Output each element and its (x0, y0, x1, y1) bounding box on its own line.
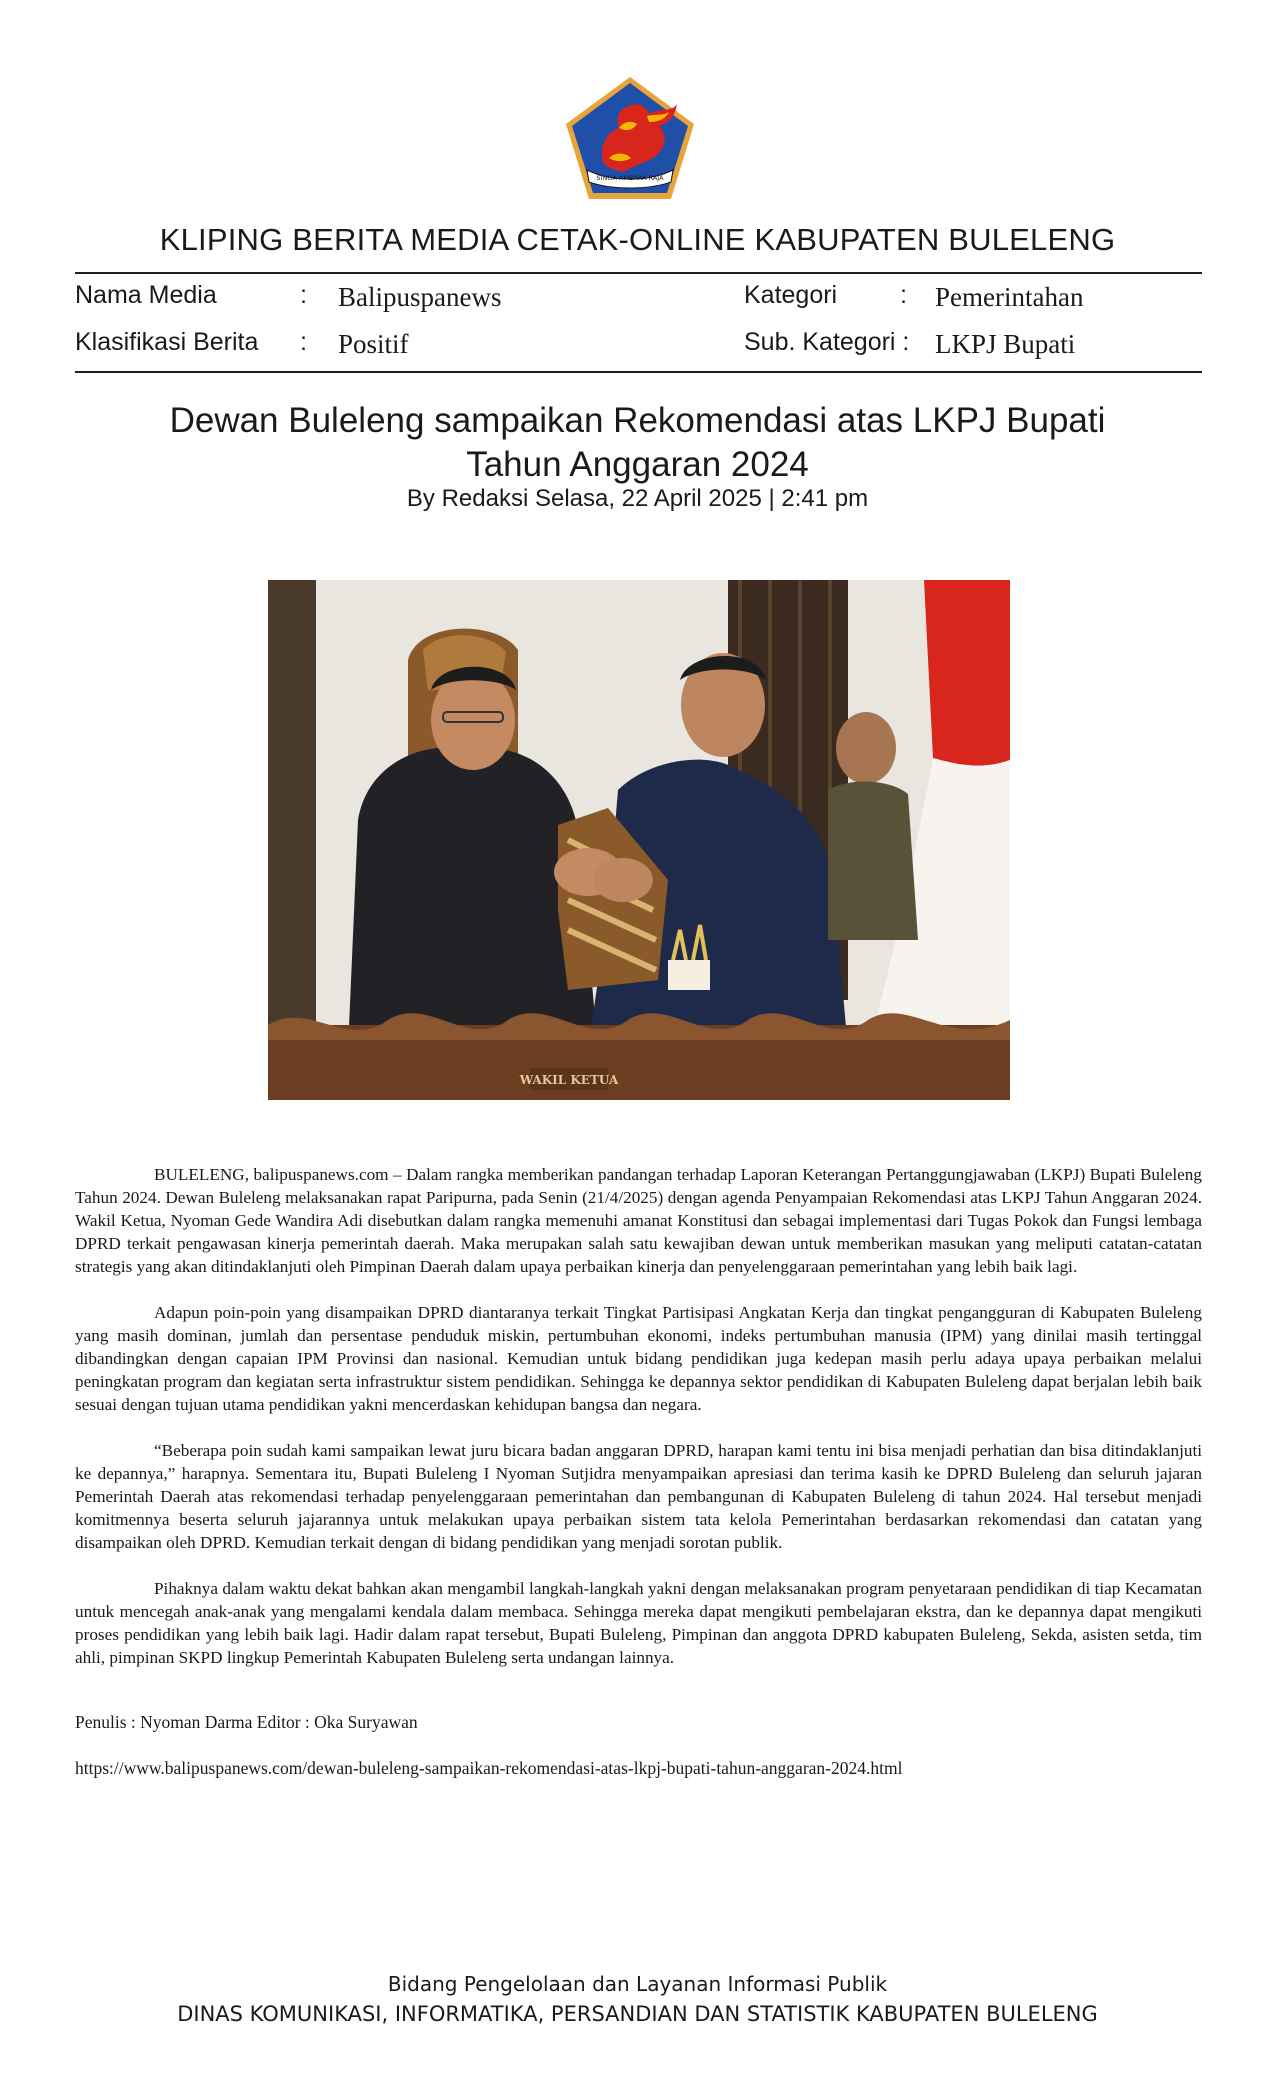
handshake-photo (268, 580, 1010, 1100)
source-url: https://www.balipuspanews.com/dewan-buleleng-sampaikan-rekomendasi-atas-lkpj-bupati-tahun-anggaran-2024.html (75, 1758, 903, 1778)
headline-line-1: Dewan Buleleng sampaikan Rekomendasi atas LKPJ Bupati (169, 401, 1106, 440)
paragraph-2: Adapun poin-poin yang disampaikan DPRD diantaranya terkait Tingkat Partisipasi Angkatan Kerja dan tingkat pengangguran di Kabupaten Buleleng yang masih dominan, jumlah dan persentase penduduk miskin, pertumbuhan ekonomi, indeks pertumbuhan manusia (IPM) yang dinilai masih tertinggal dibandingkan dengan capaian IPM Provinsi dan nasional. Kemudian untuk bidang pendidikan juga kedepan masih perlu adaya upaya perbaikan melalui peningkatan program dan kegiatan serta infrastruktur sistem pendidikan. Sehingga ke depannya sektor pendidikan di Kabupaten Buleleng dapat berjalan lebih baik sesuai dengan tujuan utama pendidikan yakni mencerdaskan kehidupan bangsa dan negara. (75, 1303, 1202, 1414)
article-body (75, 1163, 1202, 1692)
classification-colon: : (300, 328, 307, 356)
emblem-motto: SINGA AMBARA RAJA (596, 174, 664, 182)
category-colon: : (900, 281, 907, 309)
paragraph-3: “Beberapa poin sudah kami sampaikan lewat juru bicara badan anggaran DPRD, harapan kami tentu ini bisa menjadi perhatian dan bisa ditindaklanjuti ke depannya,” harapnya. Sementara itu, Bupati Buleleng I Nyoman Sutjidra menyampaikan apresiasi dan terima kasih ke DPRD Buleleng dan seluruh jajaran Pemerintah Daerah atas rekomendasi terhadap penyelenggaraan pemerintahan dan pembangunan di Kabupaten Buleleng di tahun 2024. Hal tersebut menjadi komitmennya beserta seluruh jajarannya untuk melakukan upaya perbaikan sistem tata kelola Pemerintahan berdasarkan rekomendasi dan catatan yang disampaikan oleh DPRD. Kemudian terkait dengan di bidang pendidikan yang menjadi sorotan publik. (75, 1441, 1202, 1552)
footer-agency: DINAS KOMUNIKASI, INFORMATIKA, PERSANDIAN DAN STATISTIK KABUPATEN BULELENG (177, 2002, 1098, 2026)
regency-emblem (563, 74, 697, 202)
classification-label: Klasifikasi Berita (75, 328, 259, 356)
classification-value: Positif (338, 329, 409, 359)
article-headline (0, 399, 1275, 487)
media-value: Balipuspanews (338, 282, 502, 312)
article-credits: Penulis : Nyoman Darma Editor : Oka Suryawan (75, 1712, 418, 1732)
footer-department: Bidang Pengelolaan dan Layanan Informasi Publik (387, 1972, 888, 1996)
article-byline: By Redaksi Selasa, 22 April 2025 | 2:41 pm (406, 485, 869, 512)
document-title: KLIPING BERITA MEDIA CETAK-ONLINE KABUPATEN BULELENG (159, 222, 1116, 257)
paragraph-4: Pihaknya dalam waktu dekat bahkan akan mengambil langkah-langkah yakni dengan melaksanakan program penyetaraan pendidikan di tiap Kecamatan untuk mencegah anak-anak yang mengalami kendala dalam membaca. Sehingga mereka dapat mengikuti pembelajaran ekstra, dan ke depannya dapat mengikuti proses pendidikan yang lebih baik lagi. Hadir dalam rapat tersebut, Bupati Buleleng, Pimpinan dan anggota DPRD kabupaten Buleleng, Sekda, asisten setda, tim ahli, pimpinan SKPD lingkup Pemerintah Kabupaten Buleleng serta undangan lainnya. (75, 1579, 1202, 1667)
headline-line-2: Tahun Anggaran 2024 (466, 445, 809, 484)
subcategory-label: Sub. Kategori : (744, 328, 910, 356)
media-colon: : (300, 281, 307, 309)
subcategory-value: LKPJ Bupati (935, 329, 1076, 359)
photo-nameplate: WAKIL KETUA (519, 1073, 619, 1087)
header-divider-bottom (75, 371, 1202, 373)
category-value: Pemerintahan (935, 282, 1084, 312)
header-divider-top (75, 272, 1202, 274)
buleleng-regency-emblem-icon (563, 74, 697, 202)
article-photo (268, 580, 1010, 1100)
paragraph-1: BULELENG, balipuspanews.com – Dalam rangka memberikan pandangan terhadap Laporan Keterangan Pertanggungjawaban (LKPJ) Bupati Buleleng Tahun 2024. Dewan Buleleng melaksanakan rapat Paripurna, pada Senin (21/4/2025) dengan agenda Penyampaian Rekomendasi atas LKPJ Tahun Anggaran 2024. Wakil Ketua, Nyoman Gede Wandira Adi disebutkan dalam rangka memenuhi amanat Konstitusi dan sebagai implementasi dari Tugas Pokok dan Fungsi lembaga DPRD terkait pengawasan kinerja pemerintah daerah. Maka merupakan salah satu kewajiban dewan untuk memberikan masukan yang meliputi catatan-catatan strategis yang akan ditindaklanjuti oleh Pimpinan Daerah dalam upaya perbaikan kinerja dan penyelenggaraan pemerintahan yang lebih baik lagi. (75, 1165, 1202, 1276)
category-label: Kategori (744, 281, 838, 309)
media-label: Nama Media (75, 281, 217, 309)
